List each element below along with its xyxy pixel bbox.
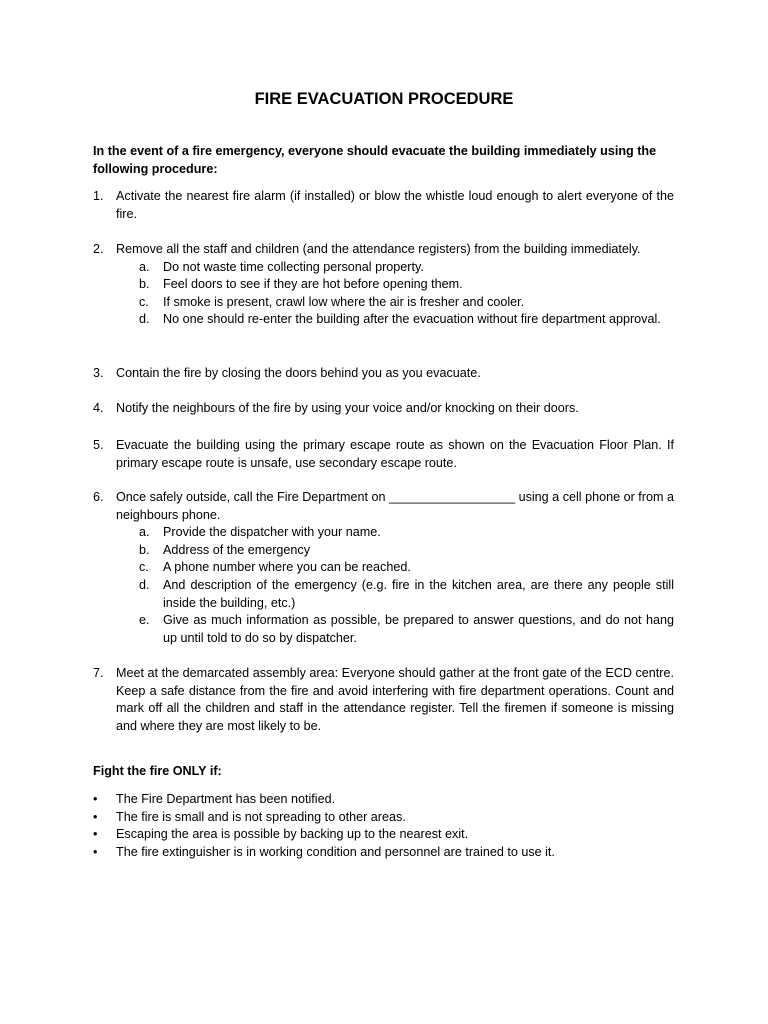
list-item-text: Escaping the area is possible by backing up to the nearest exit. bbox=[116, 827, 469, 842]
step-text: Once safely outside, call the Fire Department on __________________ using a cell phone or from a neighbours phone. bbox=[116, 490, 674, 522]
sub-item-text: No one should re-enter the building after the evacuation without fire department approval. bbox=[163, 312, 661, 327]
step-1 bbox=[93, 188, 674, 223]
step-3 bbox=[93, 365, 674, 383]
sub-item-text: If smoke is present, crawl low where the air is fresher and cooler. bbox=[163, 294, 525, 309]
step-text: Remove all the staff and children (and the attendance registers) from the building immediately. bbox=[116, 242, 641, 256]
step-5 bbox=[93, 437, 674, 472]
step-number: 4. bbox=[93, 401, 104, 415]
sub-item-letter: c. bbox=[139, 560, 149, 575]
sub-item-text: Provide the dispatcher with your name. bbox=[163, 525, 381, 540]
list-item bbox=[93, 826, 674, 844]
sub-item-text: And description of the emergency (e.g. fire in the kitchen area, are there any people still inside the building, etc.) bbox=[163, 577, 674, 610]
sub-item-letter: d. bbox=[139, 312, 150, 327]
bullet-icon: • bbox=[93, 844, 98, 859]
step-text: Contain the fire by closing the doors behind you as you evacuate. bbox=[116, 366, 481, 380]
list-item bbox=[93, 844, 674, 862]
sub-item bbox=[139, 259, 674, 277]
step-number: 3. bbox=[93, 366, 104, 380]
step-number: 2. bbox=[93, 242, 104, 256]
step-text: Activate the nearest fire alarm (if installed) or blow the whistle loud enough to alert everyone of the fire. bbox=[116, 189, 674, 221]
fight-fire-heading: Fight the fire ONLY if: bbox=[93, 764, 222, 778]
sub-item-letter: a. bbox=[139, 525, 150, 540]
bullet-icon: • bbox=[93, 809, 98, 824]
sub-item bbox=[139, 577, 674, 612]
list-item-text: The fire is small and is not spreading to other areas. bbox=[116, 809, 406, 824]
sub-item bbox=[139, 542, 674, 560]
sub-item bbox=[139, 524, 674, 542]
list-item bbox=[93, 791, 674, 809]
step-text: Evacuate the building using the primary escape route as shown on the Evacuation Floor Plan. If primary escape route is unsafe, use secondary escape route. bbox=[116, 438, 674, 470]
step-7 bbox=[93, 665, 674, 735]
fight-conditions-list bbox=[93, 791, 674, 861]
sub-item-letter: c. bbox=[139, 294, 149, 309]
list-item-text: The Fire Department has been notified. bbox=[116, 792, 336, 806]
sub-item-letter: b. bbox=[139, 542, 150, 557]
sub-item-text: Address of the emergency bbox=[163, 542, 311, 557]
sub-item bbox=[139, 311, 674, 329]
list-item-text: The fire extinguisher is in working condition and personnel are trained to use it. bbox=[116, 844, 555, 859]
step-4 bbox=[93, 400, 674, 418]
sub-item-text: A phone number where you can be reached. bbox=[163, 560, 411, 575]
step-number: 7. bbox=[93, 666, 104, 680]
sub-item bbox=[139, 276, 674, 294]
sub-item-letter: e. bbox=[139, 613, 150, 628]
step-number: 6. bbox=[93, 490, 104, 504]
step-number: 1. bbox=[93, 189, 104, 203]
sub-item-text: Do not waste time collecting personal property. bbox=[163, 259, 424, 274]
sub-item-letter: b. bbox=[139, 277, 150, 292]
sub-item bbox=[139, 612, 674, 647]
step-number: 5. bbox=[93, 438, 104, 452]
sub-item-text: Give as much information as possible, be prepared to answer questions, and do not hang up until told to do so by dispatcher. bbox=[163, 613, 674, 645]
step-2 bbox=[93, 241, 674, 329]
sub-item bbox=[139, 559, 674, 577]
sub-item-letter: a. bbox=[139, 259, 150, 274]
sub-item-text: Feel doors to see if they are hot before opening them. bbox=[163, 277, 463, 292]
bullet-icon: • bbox=[93, 792, 98, 806]
sub-item-letter: d. bbox=[139, 577, 150, 592]
list-item bbox=[93, 809, 674, 827]
intro-paragraph: In the event of a fire emergency, everyone should evacuate the building immediately using the following procedure: bbox=[93, 144, 657, 176]
page-title: FIRE EVACUATION PROCEDURE bbox=[254, 90, 514, 108]
step-text: Meet at the demarcated assembly area: Everyone should gather at the front gate of the ECD centre. Keep a safe distance from the fire and avoid interfering with fire department operations. Count and mark off all the children and staff in the attendance register. Tell the firemen if someone is missing and where they are most likely to be. bbox=[116, 666, 674, 733]
step-text: Notify the neighbours of the fire by using your voice and/or knocking on their doors. bbox=[116, 401, 579, 415]
step-6 bbox=[93, 489, 674, 647]
sub-item bbox=[139, 294, 674, 312]
bullet-icon: • bbox=[93, 827, 98, 842]
